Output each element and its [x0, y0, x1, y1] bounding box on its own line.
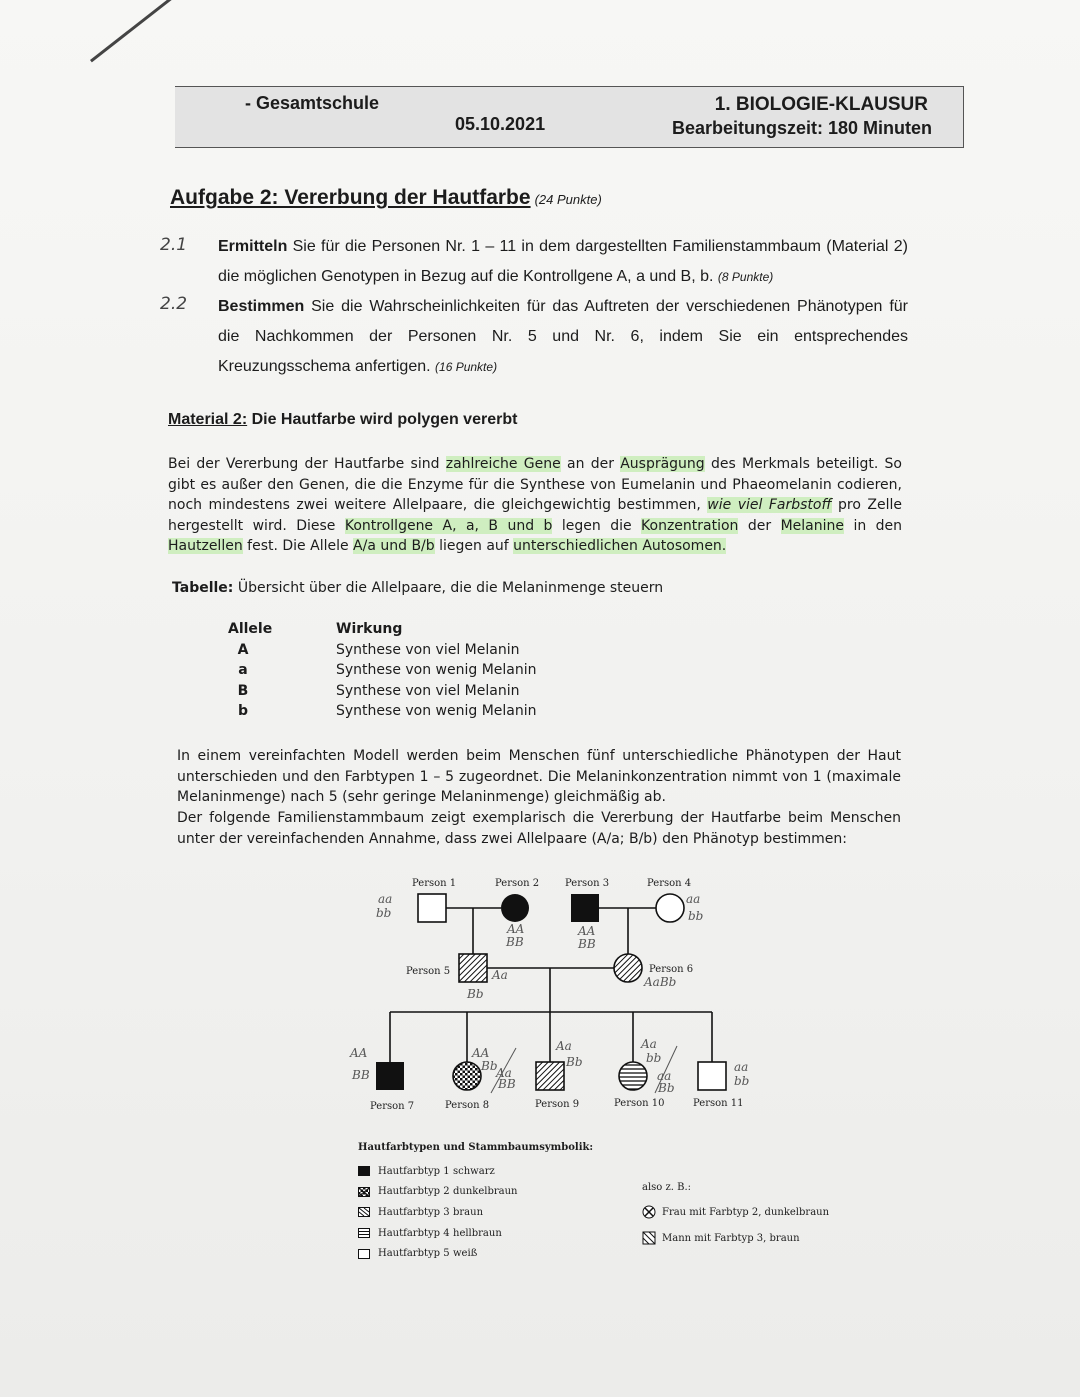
legend-color: hellbraun — [453, 1227, 502, 1239]
genotype-note: Bb — [467, 987, 484, 1001]
intro-text: an der — [560, 456, 621, 472]
intro-text: legen die — [552, 517, 642, 534]
question-2-2 — [218, 292, 908, 382]
genotype-note: bb — [688, 909, 704, 923]
intro-text: des Merkmals beteiligt. So gibt es außer den Genen, die die Enzyme für die Synthese von Eumelanin und Phaeomelanin codieren, noch mindestens zwei weitere Allelpaare, die gleichgewichtig bestimmen, — [168, 456, 902, 513]
highlight: zahlreiche Gene — [445, 456, 561, 472]
genotype-note: Bb — [481, 1059, 498, 1073]
highlight: Kontrollgene A, a, B und b — [344, 517, 553, 534]
person-10-symbol — [619, 1062, 647, 1090]
legend-color: weiß — [453, 1248, 478, 1260]
type-2-swatch — [358, 1187, 370, 1197]
person-8-symbol — [453, 1062, 481, 1090]
genotype-note: Aa — [492, 968, 508, 982]
genotype-note: aa — [686, 892, 701, 906]
genotype-note: BB — [506, 935, 524, 949]
person-label: Person 5 — [406, 966, 451, 977]
highlight: Hautzellen — [168, 538, 243, 554]
highlight: Ausprägung — [620, 456, 705, 472]
person-label: Person 7 — [370, 1101, 415, 1112]
person-label: Person 11 — [693, 1098, 744, 1109]
intro-text: Bei der Vererbung der Hautfarbe sind — [168, 456, 446, 472]
task-title-text: Aufgabe 2: Vererbung der Hautfarbe — [170, 186, 531, 209]
legend-example — [642, 1182, 829, 1245]
legend-row — [358, 1243, 593, 1264]
type-1-swatch — [358, 1166, 370, 1176]
effect-cell: Synthese von wenig Melanin — [336, 662, 537, 679]
table-caption — [172, 580, 663, 596]
type-4-swatch — [358, 1228, 370, 1238]
material-title — [168, 411, 517, 429]
highlight: unterschiedlichen Autosomen. — [513, 538, 727, 554]
effect-cell: Synthese von viel Melanin — [336, 682, 520, 699]
person-11-symbol — [698, 1062, 726, 1090]
genotype-note: aa — [657, 1069, 672, 1083]
allele-cell: B — [237, 682, 249, 699]
example-female-text: Frau mit Farbtyp 2, dunkelbraun — [662, 1206, 830, 1218]
legend-row — [358, 1182, 593, 1203]
legend-type: Hautfarbtyp 2 — [378, 1186, 450, 1198]
task-title — [170, 186, 602, 210]
intro-text: der — [738, 517, 781, 534]
table-header: Allele — [228, 621, 273, 637]
table-caption-text: Übersicht über die Allelpaare, die die Melaninmenge steuern — [233, 580, 664, 596]
highlight: Konzentration — [641, 517, 739, 534]
question-number: 2.1 — [160, 235, 188, 255]
legend-title: Hautfarbtypen und Stammbaumsymbolik: — [358, 1142, 594, 1153]
genotype-note: AA — [472, 1046, 490, 1060]
person-label: Person 6 — [649, 964, 694, 975]
header-pen-stroke — [90, 0, 242, 62]
legend-row — [358, 1202, 593, 1223]
person-4-symbol — [656, 894, 684, 922]
genotype-note: AaBb — [644, 975, 677, 989]
male-type-3-icon — [642, 1231, 656, 1245]
genotype-note: BB — [578, 937, 596, 951]
example-row — [642, 1205, 829, 1219]
effect-cell: Synthese von wenig Melanin — [336, 703, 537, 720]
question-points: (8 Punkte) — [717, 270, 774, 284]
question-points: (16 Punkte) — [435, 360, 498, 374]
legend-row — [358, 1223, 593, 1244]
genotype-note: Bb — [566, 1055, 583, 1069]
highlight: A/a und B/b — [353, 538, 435, 554]
exam-date: 05.10.2021 — [455, 114, 546, 134]
person-1-symbol — [418, 894, 446, 922]
genotype-note: aa — [734, 1060, 749, 1074]
legend-row — [358, 1161, 593, 1182]
legend-color: braun — [453, 1206, 484, 1218]
intro-text: in den — [844, 517, 903, 534]
genotype-note: AA — [350, 1046, 368, 1060]
table-caption-label: Tabelle: — [172, 580, 234, 596]
person-label: Person 2 — [495, 878, 540, 889]
allele-cell: b — [237, 703, 249, 720]
person-label: Person 1 — [412, 878, 457, 889]
highlight: wie viel Farbstoff — [707, 497, 832, 513]
family-pedigree — [340, 868, 820, 1118]
material-heading: Die Hautfarbe wird polygen vererbt — [247, 411, 518, 428]
person-5-symbol — [459, 954, 487, 982]
intro-text: fest. Die Allele — [242, 538, 354, 554]
person-3-symbol — [571, 894, 599, 922]
example-label: also z. B.: — [642, 1182, 692, 1193]
task-points: (24 Punkte) — [534, 192, 602, 207]
genotype-note: AA — [507, 922, 525, 936]
person-6-symbol — [614, 954, 642, 982]
person-label: Person 8 — [445, 1100, 490, 1111]
material-label: Material 2: — [168, 411, 248, 428]
table-header: Wirkung — [336, 621, 403, 637]
genotype-note: AA — [578, 924, 596, 938]
person-label: Person 10 — [614, 1098, 665, 1109]
genotype-note: Aa — [496, 1066, 512, 1080]
person-9-symbol — [536, 1062, 564, 1090]
legend-type: Hautfarbtyp 4 — [378, 1227, 450, 1239]
allele-cell: A — [237, 641, 249, 658]
model-text-2: Der folgende Familienstammbaum zeigt exemplarisch die Vererbung der Hautfarbe beim Menschen unter der vereinfachenden Annahme, dass zwei Allelpaare (A/a; B/b) den Phänotyp bestimmen: — [177, 810, 901, 847]
genotype-note: bb — [376, 906, 392, 920]
legend-color: schwarz — [453, 1165, 495, 1177]
question-verb: Ermitteln — [218, 238, 288, 255]
exam-title: 1. BIOLOGIE-KLAUSUR — [714, 94, 928, 115]
genotype-note: aa — [378, 892, 393, 906]
genotype-note: BB — [352, 1068, 370, 1082]
effect-cell: Synthese von viel Melanin — [336, 641, 520, 658]
type-3-swatch — [358, 1207, 370, 1217]
question-text: Sie die Wahrscheinlichkeiten für das Auftreten der verschiedenen Phänotypen für die Nachkommen der Personen Nr. 5 und Nr. 6, indem Sie ein entsprechendes Kreuzungsschema anfertigen. — [218, 298, 908, 375]
question-number: 2.2 — [160, 294, 188, 314]
exam-time: Bearbeitungszeit: 180 Minuten — [671, 118, 932, 138]
question-2-1 — [218, 232, 908, 292]
school-name: - Gesamtschule — [245, 93, 380, 113]
type-5-swatch — [358, 1249, 370, 1259]
allele-cell: a — [238, 662, 248, 679]
pedigree-legend — [358, 1142, 593, 1264]
legend-type: Hautfarbtyp 3 — [378, 1206, 450, 1218]
genotype-note: Aa — [556, 1039, 572, 1053]
example-row — [642, 1231, 829, 1245]
question-verb: Bestimmen — [218, 298, 305, 315]
genotype-note: bb — [646, 1051, 662, 1065]
legend-type: Hautfarbtyp 1 — [378, 1165, 450, 1177]
person-label: Person 9 — [535, 1099, 580, 1110]
example-male-text: Mann mit Farbtyp 3, braun — [662, 1232, 800, 1244]
genotype-note: BB — [498, 1077, 516, 1091]
genotype-note: Aa — [641, 1037, 657, 1051]
highlight: Melanine — [780, 517, 844, 534]
legend-color: dunkelbraun — [453, 1186, 518, 1198]
person-label: Person 4 — [647, 878, 692, 889]
person-2-symbol — [501, 894, 529, 922]
legend-type: Hautfarbtyp 5 — [378, 1248, 450, 1260]
genotype-note: bb — [734, 1074, 750, 1088]
person-label: Person 3 — [565, 878, 610, 889]
female-type-2-icon — [642, 1205, 656, 1219]
material-intro — [168, 454, 902, 557]
intro-text: pro Zelle hergestellt wird. Diese — [168, 497, 902, 534]
question-text: Sie für die Personen Nr. 1 – 11 in dem dargestellten Familienstammbaum (Material 2) die möglichen Genotypen in Bezug auf die Kontrollgene A, a und B, b. — [218, 238, 908, 285]
model-text-1: In einem vereinfachten Modell werden beim Menschen fünf unterschiedliche Phänotypen der Haut unterschieden und den Farbtypen 1 – 5 zugeordnet. Die Melaninkonzentration nimmt von 1 (maximale Melaninmenge) nach 5 (sehr geringe Melaninmenge) gleichmäßig ab. — [177, 748, 901, 805]
intro-text: liegen auf — [434, 538, 514, 554]
genotype-note: Bb — [658, 1081, 675, 1095]
person-7-symbol — [376, 1062, 404, 1090]
